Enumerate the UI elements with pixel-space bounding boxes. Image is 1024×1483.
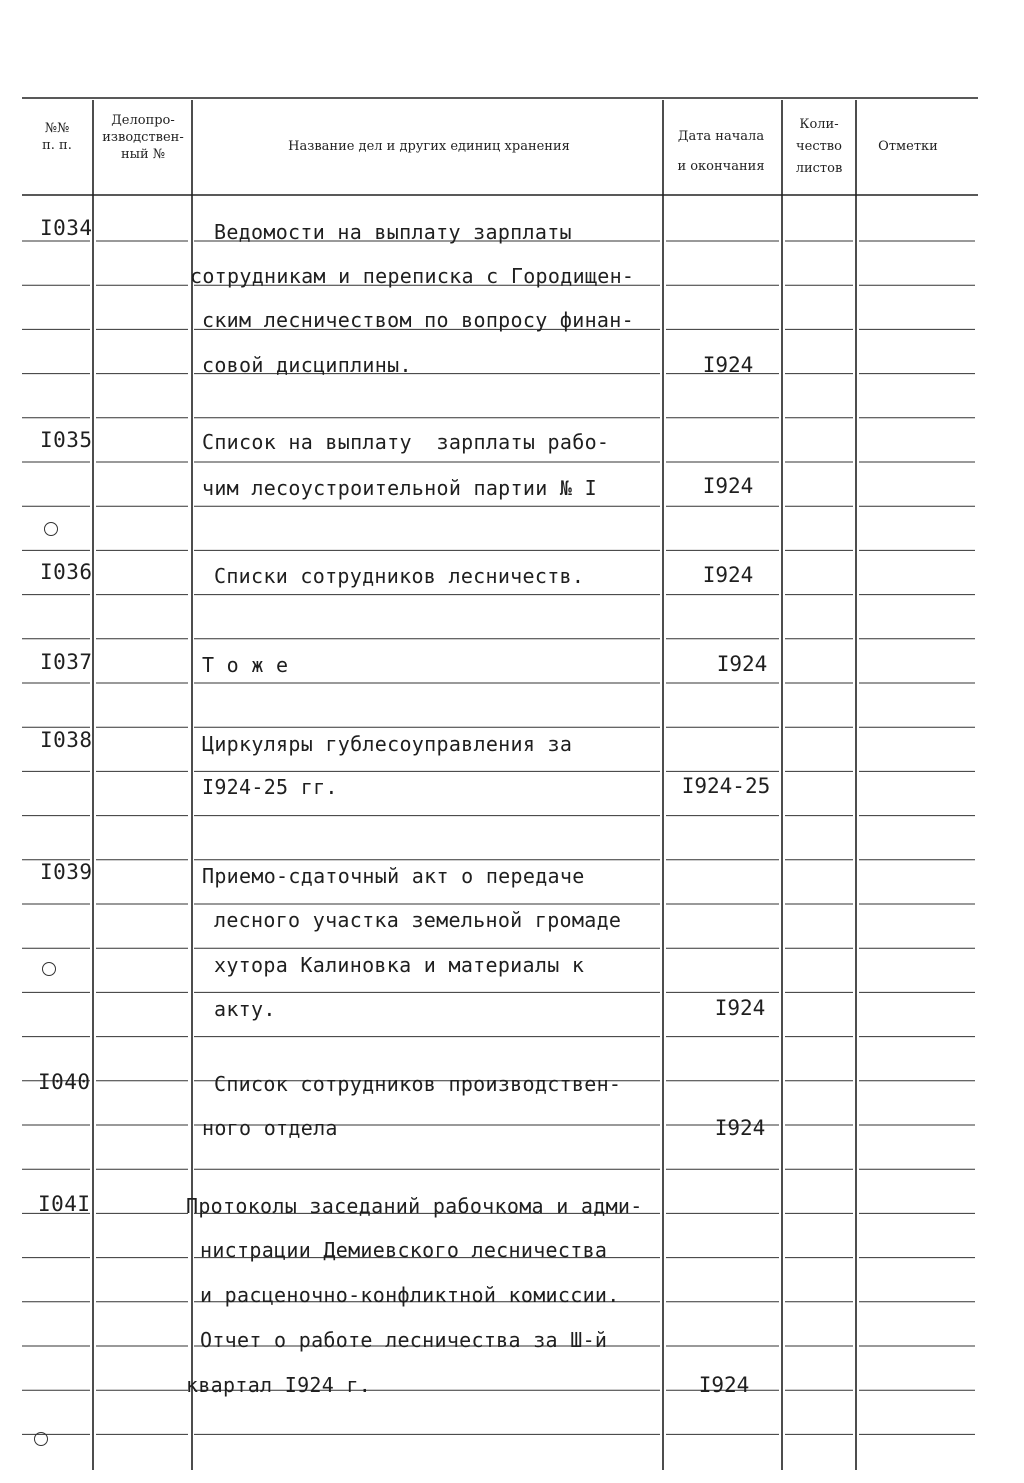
- record-date: I924: [714, 1116, 766, 1140]
- record-date: I924: [702, 563, 754, 587]
- record-title-line: Приемо-сдаточный акт о передаче: [202, 864, 585, 888]
- record-number: I035: [40, 428, 93, 452]
- record-title-line: совой дисциплины.: [202, 353, 412, 377]
- record-title-line: лесного участка земельной громаде: [214, 908, 622, 932]
- record-title-line: квартал I924 г.: [186, 1373, 372, 1397]
- record-number: I040: [38, 1070, 91, 1094]
- header-office-number: Делопро- изводствен- ный №: [102, 113, 184, 162]
- record-number: I034: [40, 216, 93, 240]
- header-number: №№ п. п.: [42, 121, 72, 153]
- record-title-line: нистрации Демиевского лесничества: [200, 1238, 608, 1262]
- record-title-line: Ведомости на выплату зарплаты: [214, 220, 572, 244]
- record-date: I924: [698, 1373, 750, 1397]
- margin-hole-mark: [34, 1432, 48, 1446]
- record-date: I924: [702, 353, 754, 377]
- record-number: I037: [40, 650, 93, 674]
- record-title-line: Т о ж е: [202, 653, 289, 677]
- header-title: Название дел и других единиц хранения: [288, 139, 570, 154]
- record-title-line: Отчет о работе лесничества за Ш-й: [200, 1328, 608, 1352]
- header-sheets: Коли- чество листов: [795, 117, 843, 176]
- header-notes: Отметки: [878, 139, 938, 154]
- record-title-line: Списки сотрудников лесничеств.: [214, 564, 585, 588]
- record-title-line: хутора Калиновка и материалы к: [214, 953, 585, 977]
- margin-hole-mark: [42, 962, 56, 976]
- record-number: I036: [40, 560, 93, 584]
- record-title-line: Список сотрудников производствен-: [214, 1072, 622, 1096]
- record-title-line: ским лесничеством по вопросу финан-: [202, 308, 634, 332]
- record-title-line: сотрудникам и переписка с Городищен-: [190, 264, 635, 288]
- record-title-line: чим лесоустроительной партии № I: [202, 476, 597, 500]
- header-dates: Дата начала и окончания: [677, 129, 765, 174]
- record-title-line: I924-25 гг.: [202, 775, 338, 799]
- record-title-line: Протоколы заседаний рабочкома и адми-: [186, 1194, 643, 1218]
- record-date: I924: [702, 474, 754, 498]
- record-date: I924-25: [681, 774, 771, 798]
- margin-hole-mark: [44, 522, 58, 536]
- record-number: I039: [40, 860, 93, 884]
- record-title-line: ного отдела: [202, 1116, 338, 1140]
- record-title-line: Список на выплату зарплаты рабо-: [202, 430, 610, 454]
- record-date: I924: [716, 652, 768, 676]
- record-title-line: и расценочно-конфликтной комиссии.: [200, 1283, 620, 1307]
- record-title-line: Циркуляры гублесоуправления за: [202, 732, 573, 756]
- record-number: I04I: [38, 1192, 91, 1216]
- record-title-line: акту.: [214, 997, 276, 1021]
- record-date: I924: [714, 996, 766, 1020]
- record-number: I038: [40, 728, 93, 752]
